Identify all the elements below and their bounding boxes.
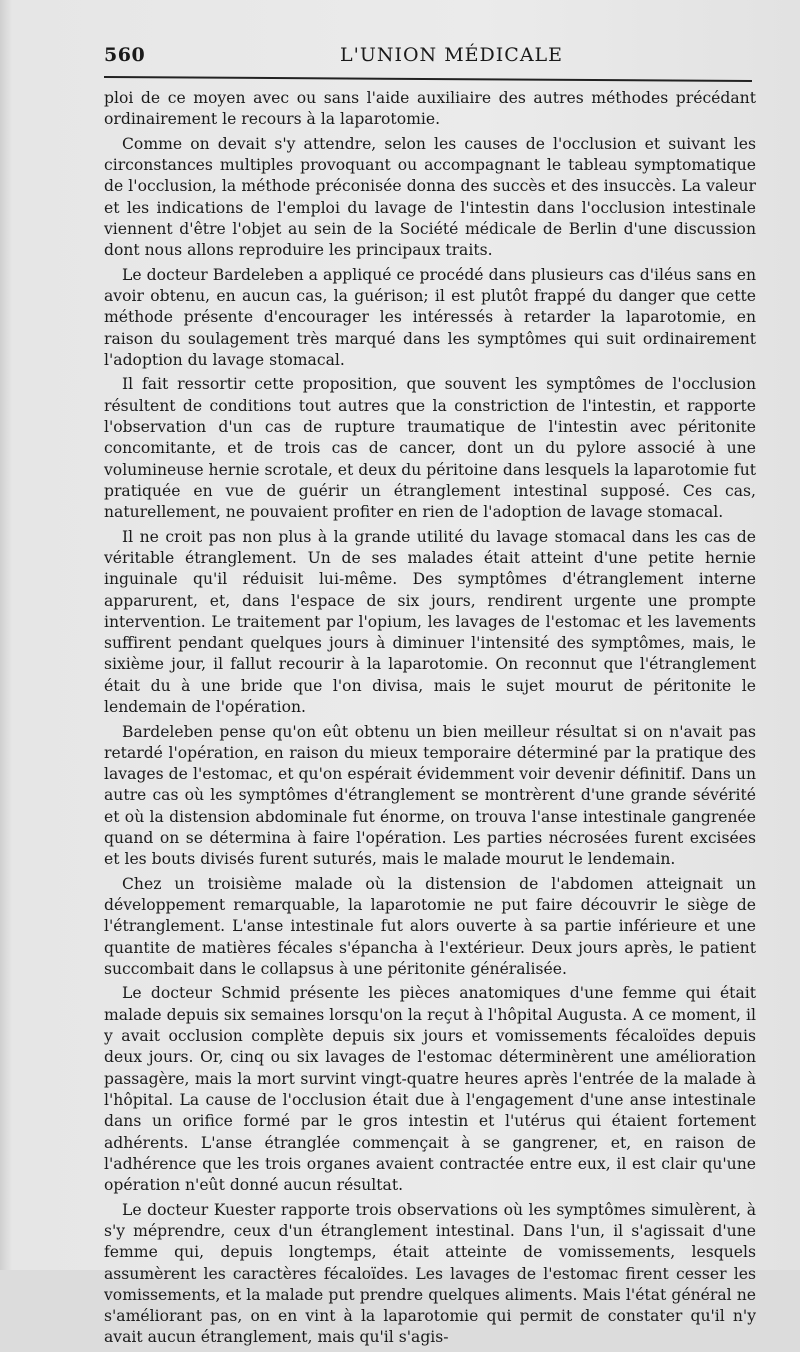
header-rule [104,76,752,82]
page-number: 560 [104,44,146,66]
paragraph-4: Il fait ressortir cette proposition, que souvent les symptômes de l'occlusion résultent de conditions tout autres que la constriction de l'intestin, et rapporte l'observation d'un cas de rupture traumatique de l'intestin avec péritonite concomitante, et de trois cas de cancer, dont un du pylore associé à une volumineuse hernie scrotale, et deux du péritoine dans lesquels la laparotomie fut pratiquée en vue de guérir un étranglement intestinal supposé. Ces cas, naturellement, ne pouvaient profiter en rien de l'adoption de lavage stomacal. [104,375,756,522]
paragraph-5: Il ne croit pas non plus à la grande utilité du lavage stomacal dans les cas de véritable étranglement. Un de ses malades était atteint d'une petite hernie inguinale qu'il réduisit lui-même. Des symptômes d'étranglement interne apparurent, et, dans l'espace de six jours, rendirent urgente une prompte intervention. Le traitement par l'opium, les lavages de l'estomac et les lavements suffirent pendant quelques jours à diminuer l'intensité des symptômes, mais, le sixième jour, il fallut recourir à la laparotomie. On reconnut que l'étranglement était du à une bride que l'on divisa, mais le sujet mourut de péritonite le lendemain de l'opération. [104,527,756,717]
paragraph-1: ploi de ce moyen avec ou sans l'aide auxiliaire des autres méthodes précédant ordinairement le recours à la laparotomie. [104,89,756,129]
article-body [104,88,756,1352]
paragraph-3: Le docteur Bardeleben a appliqué ce procédé dans plusieurs cas d'iléus sans en avoir obtenu, en aucun cas, la guérison; il est plutôt frappé du danger que cette méthode présente d'encourager les intéressés à retarder la laparotomie, en raison du soulagement très marqué dans les symptômes qui suit ordinairement l'adoption du lavage stomacal. [104,265,756,369]
paragraph-9: Le docteur Kuester rapporte trois observations où les symptômes simulèrent, à s'y méprendre, ceux d'un étranglement intestinal. Dans l'un, il s'agissait d'une femme qui, depuis longtemps, était atteinte de vomissements, lesquels assumèrent les caractères fécaloïdes. Les lavages de l'estomac firent cesser les vomissements, et la malade put prendre quelques aliments. Mais l'état général ne s'améliorant pas, on en vint à la laparotomie qui permit de constater qu'il n'y avait aucun étranglement, mais qu'il s'agis- [104,1200,756,1347]
paragraph-2: Comme on devait s'y attendre, selon les causes de l'occlusion et suivant les circonstances multiples provoquant ou accompagnant le tableau symptomatique de l'occlusion, la méthode préconisée donna des succès et des insuccès. La valeur et les indications de l'emploi du lavage de l'intestin dans l'occlusion intestinale viennent d'être l'objet au sein de la Société médicale de Berlin d'une discussion dont nous allons reproduire les principaux traits. [104,134,756,260]
page-header [104,40,754,74]
paragraph-6: Bardeleben pense qu'on eût obtenu un bien meilleur résultat si on n'avait pas retardé l'opération, en raison du mieux temporaire déterminé par la pratique des lavages de l'estomac, et qu'on espérait évidemment voir devenir définitif. Dans un autre cas où les symptômes d'étranglement se montrèrent d'une grande sévérité et où la distension abdominale fut énorme, on trouva l'anse intestinale gangrenée quand on se détermina à faire l'opération. Les parties nécrosées furent excisées et les bouts divisés furent suturés, mais le malade mourut le lendemain. [104,722,756,869]
paragraph-7: Chez un troisième malade où la distension de l'abdomen atteignait un développement remarquable, la laparotomie ne put faire découvrir le siège de l'étranglement. L'anse intestinale fut alors ouverte à sa partie inférieure et une quantite de matières fécales s'épancha à l'extérieur. Deux jours après, le patient succombait dans le collapsus à une péritonite généralisée. [104,874,756,978]
paragraph-8: Le docteur Schmid présente les pièces anatomiques d'une femme qui était malade depuis six semaines lorsqu'on la reçut à l'hôpital Augusta. A ce moment, il y avait occlusion complète depuis six jours et vomissements fécaloïdes depuis deux jours. Or, cinq ou six lavages de l'estomac déterminèrent une amélioration passagère, mais la mort survint vingt-quatre heures après l'entrée de la malade à l'hôpital. La cause de l'occlusion était due à l'engagement d'une anse intestinale dans un orifice formé par le gros intestin et l'utérus qui étaient fortement adhérents. L'anse étranglée commençait à se gangrener, et, en raison de l'adhérence que les trois organes avaient contractée entre eux, il est clair qu'une opération n'eût donné aucun résultat. [104,984,756,1195]
running-title: L'UNION MÉDICALE [340,44,564,66]
